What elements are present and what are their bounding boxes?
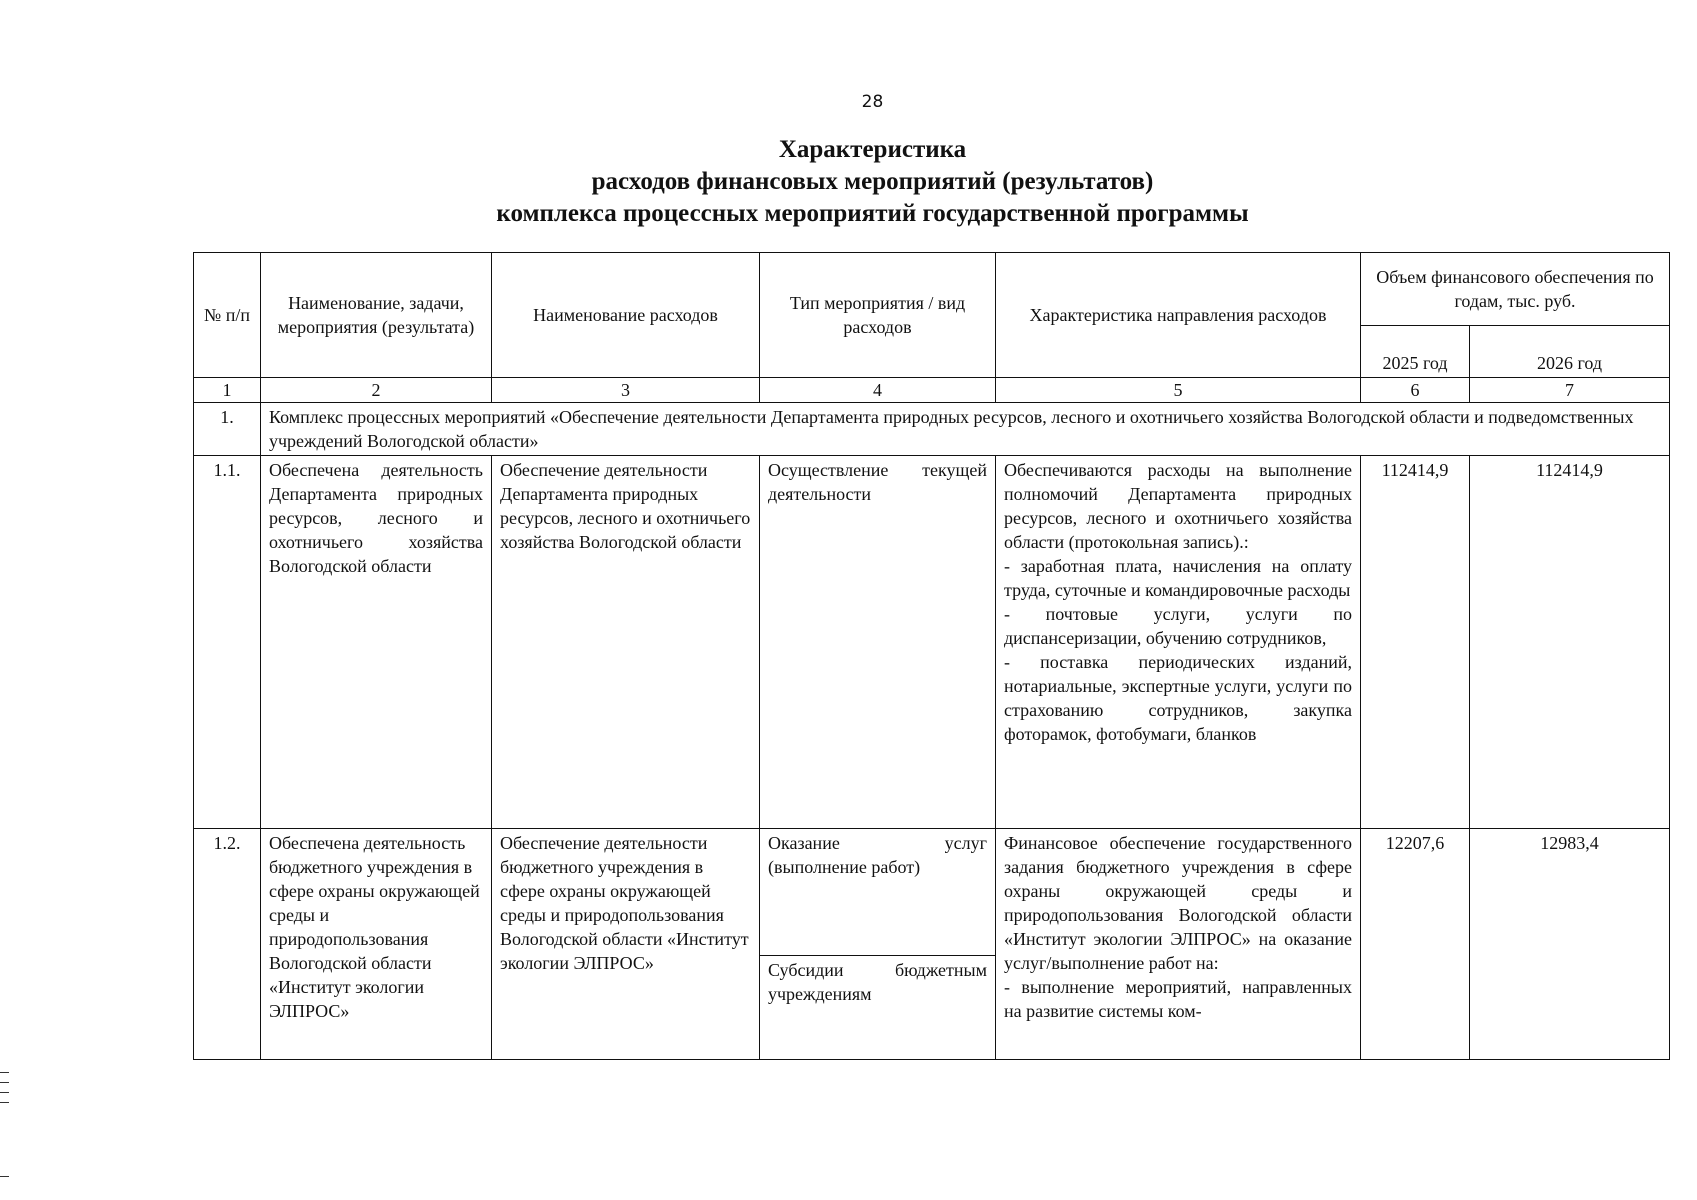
header-year-2026: 2026 год <box>1470 326 1670 378</box>
row-expense-name: Обеспечение деятельности Департамента природных ресурсов, лесного и охотничьего хозяйства Вологодской области <box>492 456 760 829</box>
title-line-2: расходов финансовых мероприятий (результатов) <box>591 168 1154 195</box>
row-amount-2025: 112414,9 <box>1361 456 1470 829</box>
col-number: 2 <box>261 378 492 403</box>
row-name: Обеспечена деятельность Департамента природных ресурсов, лесного и охотничьего хозяйства Вологодской области <box>261 456 492 829</box>
row-characteristic: Обеспечиваются расходы на выполнение полномочий Департамента природных ресурсов, лесного и охотничьего хозяйства области (протокольная запись).: - заработная плата, начисления на оплату труда, суточные и командировочные расходы - почтовые услуги, услуги по диспансеризации, обучению сотрудников, - поставка периодических изданий, нотариальные, экспертные услуги, услуги по страхованию сотрудников, закупка фоторамок, фотобумаги, бланков <box>996 456 1361 829</box>
header-row <box>194 253 1670 326</box>
header-expense-name: Наименование расходов <box>492 253 760 378</box>
row-name: Обеспечена деятельность бюджетного учреждения в сфере охраны окружающей среды и природопользования Вологодской области «Институт экологии ЭЛПРОС» <box>261 829 492 1060</box>
page-number: 28 <box>861 92 884 112</box>
header-characteristic: Характеристика направления расходов <box>996 253 1361 378</box>
table-row <box>194 456 1670 829</box>
section-text: Комплекс процессных мероприятий «Обеспечение деятельности Департамента природных ресурсов, лесного и охотничьего хозяйства Вологодской области и подведомственных учреждений Вологодской области» <box>261 403 1670 456</box>
row-type-bottom: Субсидии бюджетным учреждениям <box>760 955 995 1006</box>
row-amount-2025: 12207,6 <box>1361 829 1470 1060</box>
row-type-top: Оказание услуг (выполнение работ) <box>768 833 987 877</box>
title-line-3: комплекса процессных мероприятий государственной программы <box>496 200 1249 227</box>
col-number: 3 <box>492 378 760 403</box>
row-amount-2026: 12983,4 <box>1470 829 1670 1060</box>
expenses-table <box>193 252 1670 1060</box>
title-line-1: Характеристика <box>778 136 967 163</box>
header-volume: Объем финансового обеспечения по годам, тыс. руб. <box>1361 253 1670 326</box>
col-number: 5 <box>996 378 1361 403</box>
col-number: 4 <box>760 378 996 403</box>
header-num: № п/п <box>194 253 261 378</box>
header-year-2025: 2025 год <box>1361 326 1470 378</box>
row-type <box>760 829 996 1060</box>
section-num: 1. <box>194 403 261 456</box>
row-num: 1.2. <box>194 829 261 1060</box>
col-number: 6 <box>1361 378 1470 403</box>
table-row <box>194 829 1670 1060</box>
col-number: 1 <box>194 378 261 403</box>
section-row <box>194 403 1670 456</box>
row-expense-name: Обеспечение деятельности бюджетного учреждения в сфере охраны окружающей среды и природопользования Вологодской области «Институт экологии ЭЛПРОС» <box>492 829 760 1060</box>
header-type: Тип мероприятия / вид расходов <box>760 253 996 378</box>
document-title <box>0 134 1697 230</box>
row-type: Осуществление текущей деятельности <box>760 456 996 829</box>
col-number: 7 <box>1470 378 1670 403</box>
column-numbers-row <box>194 378 1670 403</box>
row-amount-2026: 112414,9 <box>1470 456 1670 829</box>
row-characteristic: Финансовое обеспечение государственного задания бюджетного учреждения в сфере охраны окружающей среды и природопользования Вологодской области «Институт экологии ЭЛПРОС» на оказание услуг/выполнение работ на: - выполнение мероприятий, направленных на развитие системы ком- <box>996 829 1361 1060</box>
header-name: Наименование, задачи, мероприятия (результата) <box>261 253 492 378</box>
row-num: 1.1. <box>194 456 261 829</box>
